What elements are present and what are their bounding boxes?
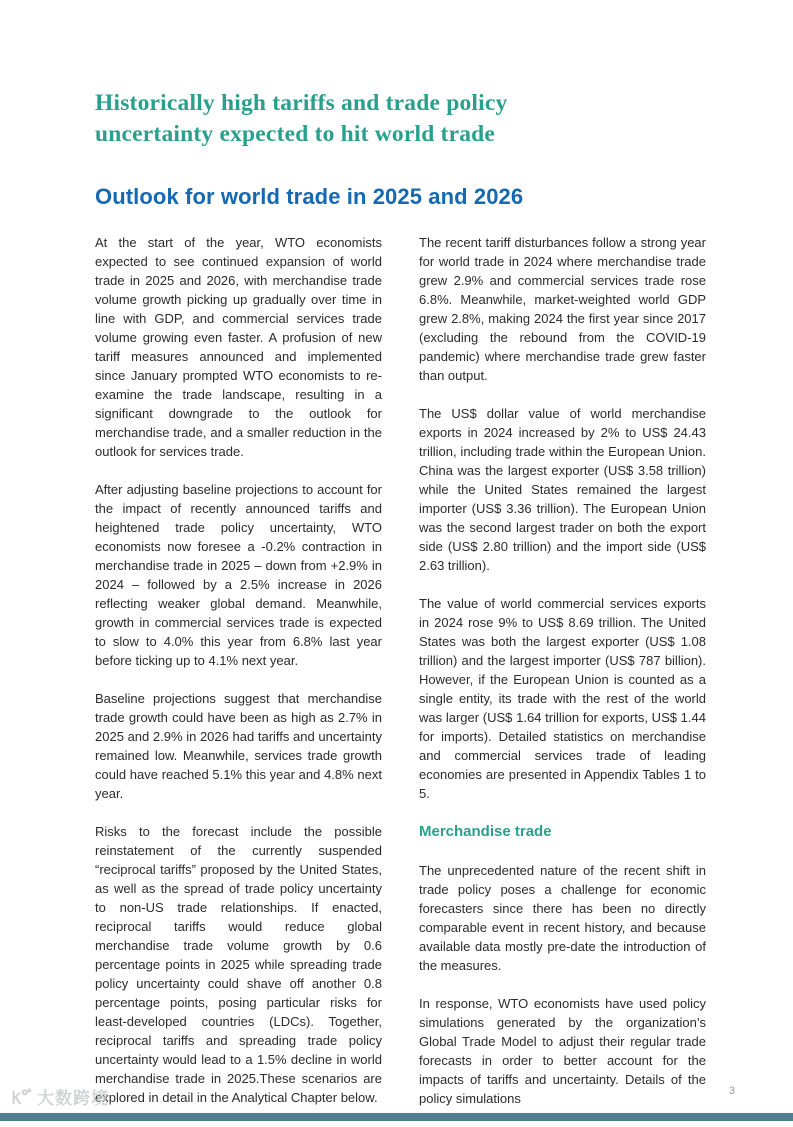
paragraph-right-5: In response, WTO economists have used policy simulations generated by the organization’s Global Trade Model to adjust their regular trade forecasts in order to better account for the impacts of tariffs and uncertainty. Details of the policy simulations [419,996,706,1106]
section-heading: Outlook for world trade in 2025 and 2026 [95,184,524,209]
paragraph-left-3: Baseline projections suggest that merchandise trade growth could have been as high as 2.7% in 2025 and 2.9% in 2026 had tariffs and uncertainty remained low. Meanwhile, services trade growth could have reached 5.1% this year and 4.8% next year. [95,691,382,801]
left-column [95,233,382,1127]
chapter-title [95,88,706,150]
paragraph-right-3: The value of world commercial services exports in 2024 rose 9% to US$ 8.69 trillion. The United States was both the largest exporter (US$ 1.08 trillion) and the largest importer (US$ 787 billion). However, if the European Union is counted as a single entity, its trade with the rest of the world was larger (US$ 1.64 trillion for exports, US$ 1.44 for imports). Detailed statistics on merchandise and commercial services trade of leading economies are presented in Appendix Tables 1 to 5. [419,596,706,801]
watermark [10,1084,109,1109]
paragraph-left-1: At the start of the year, WTO economists expected to see continued expansion of world trade in 2025 and 2026, with merchandise trade volume growth picking up gradually over time in line with GDP, and commercial services trade volume growing even faster. A profusion of new tariff measures announced and implemented since January prompted WTO economists to re-examine the trade landscape, resulting in a significant downgrade to the outlook for merchandise trade, and a smaller reduction in the outlook for services trade. [95,235,382,459]
paragraph-right-4: The unprecedented nature of the recent shift in trade policy poses a challenge for economic forecasters since there has been no directly comparable event in recent history, and because available data mostly pre-date the introduction of the measures. [419,863,706,973]
chapter-title-line-2: uncertainty expected to hit world trade [95,121,496,147]
paragraph-left-4: Risks to the forecast include the possible reinstatement of the currently suspended “reciprocal tariffs” proposed by the United States, as well as the spread of trade policy uncertainty to non-US trade relationships. If enacted, reciprocal tariffs would reduce global merchandise trade volume growth by 0.6 percentage points in 2025 while spreading trade policy uncertainty could shave off another 0.8 percentage points, posing particular risks for least-developed countries (LDCs). Together, reciprocal tariffs and spreading trade policy uncertainty would lead to a 1.5% decline in world merchandise trade in 2025.These scenarios are explored in detail in the Analytical Chapter below. [95,824,382,1105]
page-number: 3 [728,1085,735,1097]
bottom-edge-bar [0,1113,793,1121]
subsection-heading-merchandise-trade: Merchandise trade [419,823,552,840]
page-content [95,88,706,1127]
chapter-title-line-1: Historically high tariffs and trade policy [95,90,508,116]
paragraph-left-2: After adjusting baseline projections to account for the impact of recently announced tariffs and heightened trade policy uncertainty, WTO economists now foresee a -0.2% contraction in merchandise trade in 2025 – down from +2.9% in 2024 – followed by a 2.5% increase in 2026 reflecting weaker global demand. Meanwhile, growth in commercial services trade is expected to slow to 4.0% this year from 6.8% last year before ticking up to 4.1% next year. [95,482,382,668]
body-columns [95,233,706,1127]
right-column [419,233,706,1127]
watermark-logo-icon [10,1086,32,1108]
watermark-text: 大数跨境 [37,1089,109,1108]
paragraph-right-1: The recent tariff disturbances follow a strong year for world trade in 2024 where merchandise trade grew 2.9% and commercial services trade rose 6.8%. Meanwhile, market-weighted world GDP grew 2.8%, making 2024 the first year since 2017 (excluding the rebound from the COVID-19 pandemic) where merchandise trade grew faster than output. [419,235,706,383]
paragraph-right-2: The US$ dollar value of world merchandise exports in 2024 increased by 2% to US$ 24.43 trillion, including trade within the European Union. China was the largest exporter (US$ 3.58 trillion) while the United States remained the largest importer (US$ 3.36 trillion). The European Union was the second largest trader on both the export side (US$ 2.80 trillion) and the import side (US$ 2.63 trillion). [419,406,706,573]
